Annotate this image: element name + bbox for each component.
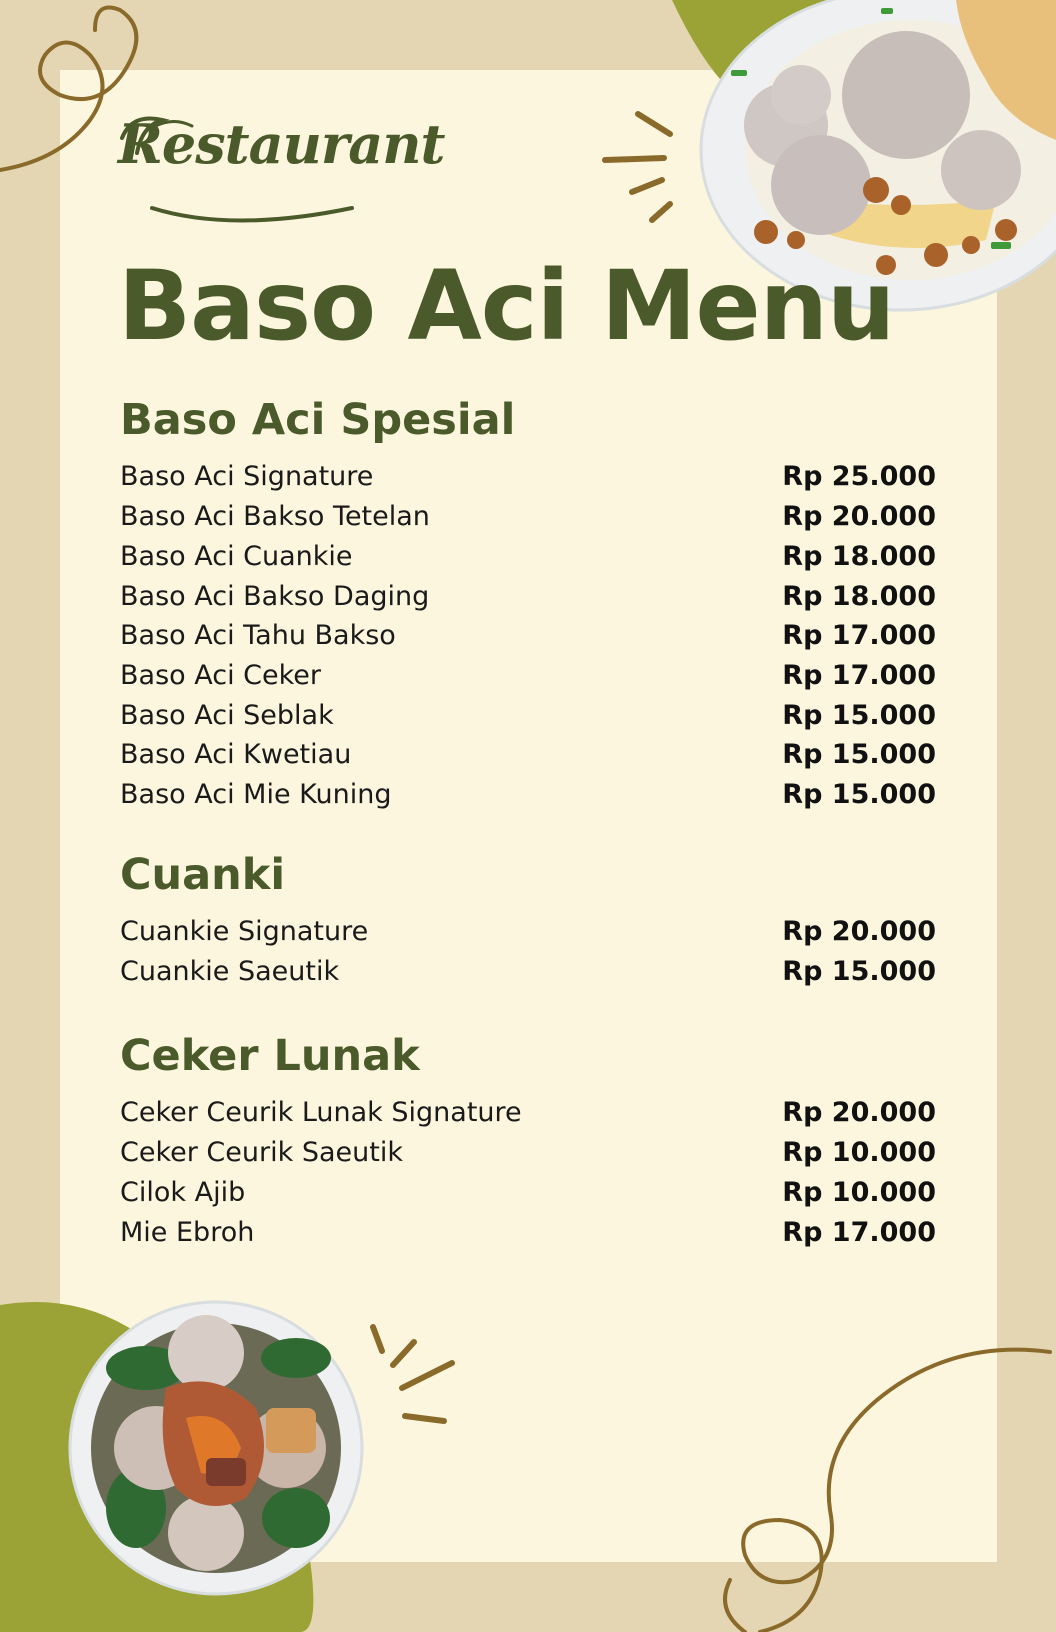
item-name: Baso Aci Mie Kuning: [120, 778, 392, 810]
menu-item: [120, 1212, 936, 1252]
item-name: Baso Aci Kwetiau: [120, 739, 352, 771]
item-price: Rp 25.000: [782, 461, 936, 493]
item-name: Cuankie Saeutik: [120, 956, 340, 988]
item-price: Rp 17.000: [782, 620, 936, 652]
item-price: Rp 20.000: [782, 1097, 936, 1129]
menu-section-baso-aci-spesial: [120, 395, 936, 814]
page-title: Baso Aci Menu: [118, 250, 895, 362]
menu-item: [120, 695, 936, 735]
item-name: Cilok Ajib: [120, 1176, 246, 1208]
bakso-bowl-image-bottom: [66, 1298, 368, 1600]
item-name: Mie Ebroh: [120, 1216, 255, 1248]
item-name: Baso Aci Cuankie: [120, 540, 353, 572]
item-name: Ceker Ceurik Saeutik: [120, 1137, 403, 1169]
item-price: Rp 15.000: [782, 956, 936, 988]
item-name: Baso Aci Bakso Tetelan: [120, 501, 430, 533]
menu-item: [120, 576, 936, 616]
item-name: Cuankie Signature: [120, 916, 369, 948]
menu-item: [120, 735, 936, 775]
item-name: Ceker Ceurik Lunak Signature: [120, 1097, 522, 1129]
sparkle-bottom: [373, 1327, 452, 1421]
item-price: Rp 10.000: [782, 1137, 936, 1169]
item-name: Baso Aci Seblak: [120, 699, 334, 731]
item-name: Baso Aci Signature: [120, 461, 374, 493]
item-price: Rp 17.000: [782, 1216, 936, 1248]
item-price: Rp 17.000: [782, 659, 936, 691]
item-name: Baso Aci Tahu Bakso: [120, 620, 396, 652]
item-price: Rp 15.000: [782, 739, 936, 771]
item-price: Rp 15.000: [782, 699, 936, 731]
section-heading: Ceker Lunak: [120, 1031, 420, 1081]
menu-item: [120, 497, 936, 537]
menu-item: [120, 656, 936, 696]
menu-item: [120, 1173, 936, 1213]
menu-item: [120, 616, 936, 656]
item-price: Rp 10.000: [782, 1176, 936, 1208]
swirl-bottom-right: [725, 1350, 1050, 1632]
menu-section-ceker-lunak: [120, 1031, 936, 1252]
section-heading: Cuanki: [120, 850, 286, 900]
restaurant-logo: Restaurant: [118, 112, 445, 176]
section-heading: Baso Aci Spesial: [120, 395, 516, 445]
menu-item: [120, 1133, 936, 1173]
menu-section-cuanki: [120, 850, 936, 992]
menu-item: [120, 952, 936, 992]
item-name: Baso Aci Bakso Daging: [120, 580, 430, 612]
menu-item: [120, 775, 936, 815]
item-price: Rp 18.000: [782, 580, 936, 612]
item-price: Rp 15.000: [782, 778, 936, 810]
item-name: Baso Aci Ceker: [120, 659, 322, 691]
menu-item: [120, 912, 936, 952]
menu-item: [120, 457, 936, 497]
menu-item: [120, 1093, 936, 1133]
item-price: Rp 18.000: [782, 540, 936, 572]
menu-item: [120, 537, 936, 577]
sparkle-top: [605, 114, 670, 220]
item-price: Rp 20.000: [782, 501, 936, 533]
item-price: Rp 20.000: [782, 916, 936, 948]
